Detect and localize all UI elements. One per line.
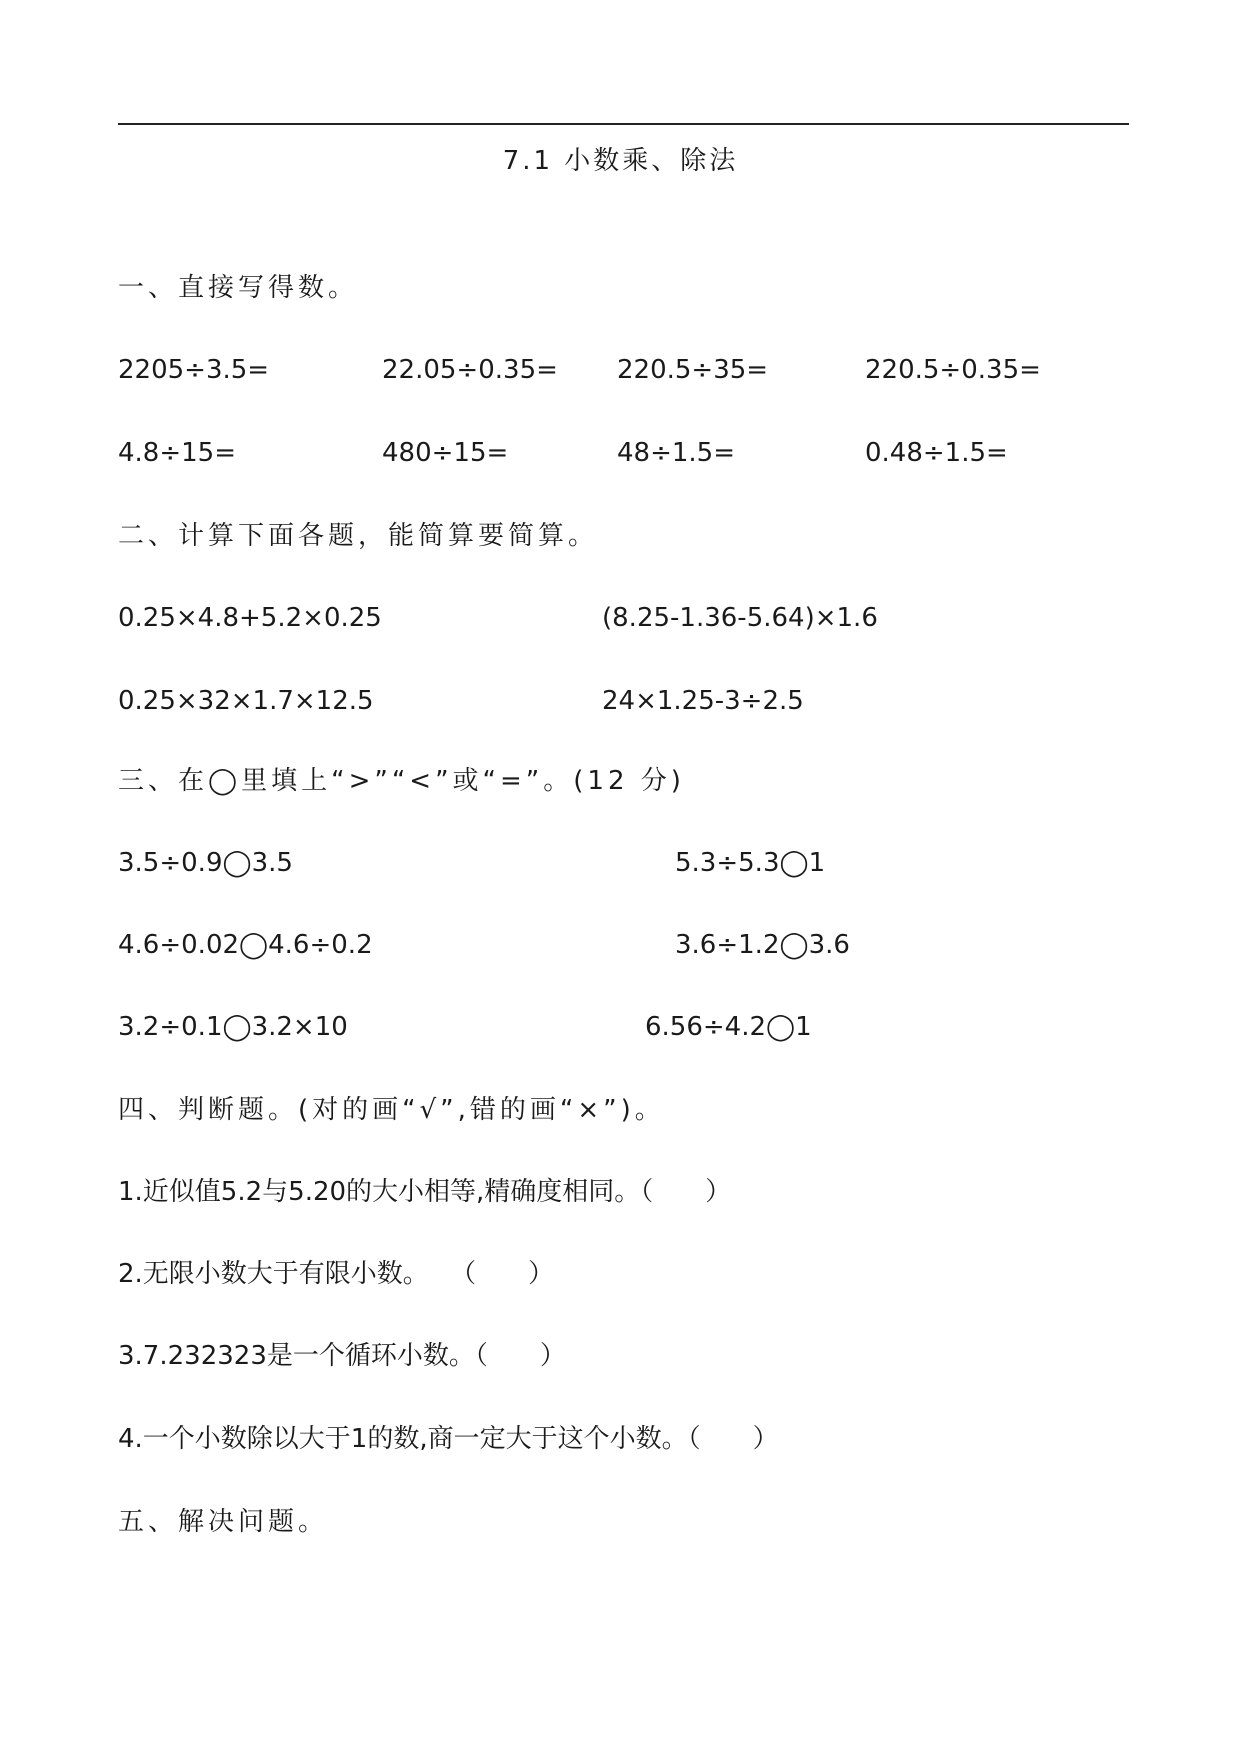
s1-problem: 48÷1.5= — [617, 438, 736, 468]
section-2-heading: 二、计算下面各题，能简算要简算。 — [118, 521, 599, 551]
s3-comparison: 3.2÷0.1◯3.2×10 — [118, 1012, 348, 1042]
section-4-heading: 四、判断题。(对的画“√”,错的画“×”)。 — [118, 1095, 665, 1125]
s2-problem: 0.25×32×1.7×12.5 — [118, 686, 374, 716]
s3-comparison: 5.3÷5.3◯1 — [675, 848, 826, 878]
judgment-item: 4.一个小数除以大于1的数,商一定大于这个小数。（ ） — [118, 1424, 779, 1454]
header-rule — [118, 123, 1129, 125]
judgment-item: 1.近似值5.2与5.20的大小相等,精确度相同。（ ） — [118, 1177, 732, 1207]
section-5-heading: 五、解决问题。 — [118, 1507, 329, 1537]
s1-problem: 0.48÷1.5= — [865, 438, 1008, 468]
s1-problem: 4.8÷15= — [118, 438, 237, 468]
s3-comparison: 6.56÷4.2◯1 — [645, 1012, 812, 1042]
s1-problem: 220.5÷0.35= — [865, 355, 1041, 385]
s1-problem: 480÷15= — [382, 438, 509, 468]
page-title: 7.1 小数乘、除法 — [502, 146, 739, 176]
s2-problem: 24×1.25-3÷2.5 — [602, 686, 804, 716]
s3-comparison: 3.6÷1.2◯3.6 — [675, 930, 850, 960]
s2-problem: 0.25×4.8+5.2×0.25 — [118, 603, 382, 633]
s1-problem: 2205÷3.5= — [118, 355, 270, 385]
judgment-item: 3.7.232323是一个循环小数。（ ） — [118, 1341, 566, 1371]
s2-problem: (8.25-1.36-5.64)×1.6 — [602, 603, 878, 633]
s3-comparison: 4.6÷0.02◯4.6÷0.2 — [118, 930, 373, 960]
s3-comparison: 3.5÷0.9◯3.5 — [118, 848, 293, 878]
s1-problem: 220.5÷35= — [617, 355, 769, 385]
judgment-item: 2.无限小数大于有限小数。 （ ） — [118, 1259, 555, 1289]
s1-problem: 22.05÷0.35= — [382, 355, 558, 385]
section-1-heading: 一、直接写得数。 — [118, 273, 359, 303]
section-3-heading: 三、在◯里填上“>”“<”或“=”。(12 分) — [118, 766, 685, 796]
